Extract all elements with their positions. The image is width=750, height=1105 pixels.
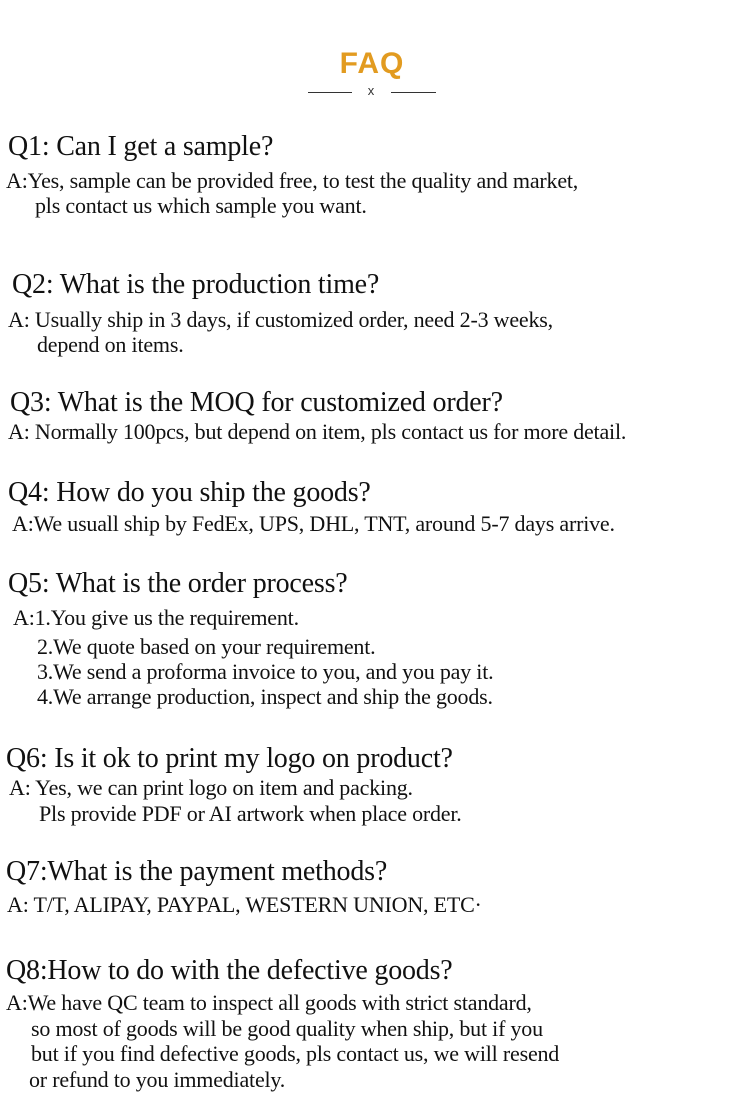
- faq-answer-7-line-1: A: T/T, ALIPAY, PAYPAL, WESTERN UNION, ETC·: [7, 892, 482, 917]
- faq-answer-2-line-1: A: Usually ship in 3 days, if customized order, need 2-3 weeks,: [8, 307, 553, 332]
- faq-answer-4-line-1: A:We usuall ship by FedEx, UPS, DHL, TNT, around 5-7 days arrive.: [12, 511, 615, 536]
- page-title: FAQ: [339, 47, 405, 80]
- title-divider-right: [391, 92, 436, 93]
- faq-answer-5-line-3: 3.We send a proforma invoice to you, and you pay it.: [37, 659, 494, 684]
- faq-answer-6-line-1: A: Yes, we can print logo on item and packing.: [9, 775, 413, 800]
- faq-answer-8-line-2: so most of goods will be good quality when ship, but if you: [31, 1016, 543, 1041]
- faq-answer-1-line-1: A:Yes, sample can be provided free, to test the quality and market,: [6, 168, 579, 193]
- faq-question-6: Q6: Is it ok to print my logo on product?: [6, 743, 453, 774]
- faq-question-7: Q7:What is the payment methods?: [6, 856, 388, 887]
- title-divider-left: [308, 92, 352, 93]
- faq-answer-1-line-2: pls contact us which sample you want.: [35, 193, 367, 218]
- faq-answer-3-line-1: A: Normally 100pcs, but depend on item, pls contact us for more detail.: [8, 419, 627, 444]
- faq-answer-5-line-2: 2.We quote based on your requirement.: [37, 634, 376, 659]
- faq-answer-5-line-4: 4.We arrange production, inspect and ship the goods.: [37, 684, 493, 709]
- faq-question-3: Q3: What is the MOQ for customized order?: [10, 387, 503, 418]
- faq-answer-8-line-3: but if you find defective goods, pls contact us, we will resend: [31, 1041, 560, 1066]
- faq-answer-2-line-2: depend on items.: [37, 332, 184, 357]
- faq-question-4: Q4: How do you ship the goods?: [8, 477, 371, 508]
- faq-answer-5-line-1: A:1.You give us the requirement.: [13, 605, 299, 630]
- faq-answer-8-line-1: A:We have QC team to inspect all goods with strict standard,: [6, 990, 532, 1015]
- faq-answer-8-line-4: or refund to you immediately.: [29, 1067, 286, 1092]
- faq-answer-6-line-2: Pls provide PDF or AI artwork when place order.: [39, 801, 462, 826]
- faq-question-1: Q1: Can I get a sample?: [8, 131, 274, 162]
- faq-question-5: Q5: What is the order process?: [8, 568, 348, 599]
- faq-question-2: Q2: What is the production time?: [12, 269, 380, 300]
- faq-question-8: Q8:How to do with the defective goods?: [6, 955, 453, 986]
- title-divider-mark: x: [367, 83, 375, 98]
